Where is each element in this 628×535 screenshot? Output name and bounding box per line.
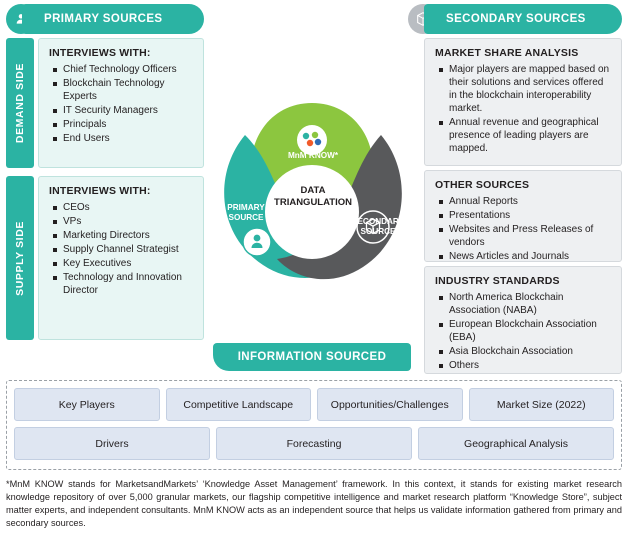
- chip-drivers[interactable]: Drivers: [14, 427, 210, 460]
- chip-key-players[interactable]: Key Players: [14, 388, 160, 421]
- supply-interviews-panel: [38, 176, 204, 340]
- chip-row-2: [14, 427, 614, 460]
- list-item: VPs: [63, 215, 193, 228]
- supply-side-text: SUPPLY SIDE: [14, 220, 26, 296]
- information-sourced-label: INFORMATION SOURCED: [237, 351, 387, 363]
- list-item: IT Security Managers: [63, 104, 193, 117]
- list-item: Presentations: [449, 209, 611, 222]
- market-share-title: MARKET SHARE ANALYSIS: [435, 47, 579, 59]
- supply-side-label: [6, 176, 34, 340]
- list-item: CEOs: [63, 201, 193, 214]
- industry-standards-list: [435, 291, 611, 372]
- demand-interviews-panel: [38, 38, 204, 168]
- other-sources-title: OTHER SOURCES: [435, 179, 530, 191]
- other-sources-panel: [424, 170, 622, 262]
- list-item: Key Executives: [63, 257, 193, 270]
- industry-standards-panel: [424, 266, 622, 374]
- chip-competitive-landscape[interactable]: Competitive Landscape: [166, 388, 312, 421]
- list-item: Annual Reports: [449, 195, 611, 208]
- demand-side-text: DEMAND SIDE: [14, 62, 26, 144]
- information-sourced-chip-group: [6, 380, 622, 470]
- venn-center-label: DATA TRIANGULATION: [274, 185, 352, 208]
- list-item: End Users: [63, 132, 193, 145]
- demand-side-label: [6, 38, 34, 168]
- data-triangulation-venn: [205, 95, 420, 295]
- list-item: Principals: [63, 118, 193, 131]
- secondary-sources-header: [424, 4, 622, 34]
- demand-panel-list: [49, 63, 193, 145]
- industry-standards-title: INDUSTRY STANDARDS: [435, 275, 560, 287]
- chip-market-size[interactable]: Market Size (2022): [469, 388, 615, 421]
- list-item: Chief Technology Officers: [63, 63, 193, 76]
- demand-panel-title: INTERVIEWS WITH:: [49, 47, 151, 59]
- market-share-analysis-panel: [424, 38, 622, 166]
- venn-primary-source-label: PRIMARY SOURCE: [227, 203, 265, 222]
- list-item: Annual revenue and geographical presence of leading players are mapped.: [449, 116, 611, 155]
- footnote-text: *MnM KNOW stands for MarketsandMarkets’ ‘Knowledge Asset Management’ framework. In this context, it stands for existing market research knowledge repository of over 5,000 granular markets, our flagship competitive intelligence and market research platform “Knowledge Store”, subject matter experts, and independent consultants. MnM KNOW acts as an independent source that helps us validate information gathered from primary and secondary sources.: [6, 479, 622, 528]
- list-item: Major players are mapped based on their solutions and services offered in the blockchain interoperability market.: [449, 64, 610, 114]
- market-share-list: [435, 63, 611, 155]
- list-item: Asia Blockchain Association: [449, 345, 611, 358]
- other-sources-list: [435, 195, 611, 263]
- venn-mnm-know-label: MnM KNOW*: [287, 151, 339, 160]
- supply-panel-title: INTERVIEWS WITH:: [49, 185, 151, 197]
- chip-geographical-analysis[interactable]: Geographical Analysis: [418, 427, 614, 460]
- list-item: News Articles and Journals: [449, 250, 611, 263]
- chip-forecasting[interactable]: Forecasting: [216, 427, 412, 460]
- list-item: Websites and Press Releases of vendors: [449, 223, 611, 249]
- supply-panel-list: [49, 201, 193, 297]
- chip-row-1: [14, 388, 614, 421]
- list-item: Marketing Directors: [63, 229, 193, 242]
- list-item: Technology and Innovation Director: [63, 271, 193, 297]
- information-sourced-banner: [213, 343, 411, 371]
- primary-sources-label: PRIMARY SOURCES: [44, 13, 163, 25]
- chip-opportunities-challenges[interactable]: Opportunities/Challenges: [317, 388, 463, 421]
- list-item: Blockchain Technology Experts: [63, 77, 193, 103]
- list-item: European Blockchain Association (EBA): [449, 318, 611, 344]
- secondary-sources-label: SECONDARY SOURCES: [446, 13, 586, 25]
- list-item: North America Blockchain Association (NABA): [449, 291, 611, 317]
- venn-secondary-source-label: SECONDARY SOURCE: [351, 217, 404, 236]
- list-item: Others: [449, 359, 611, 372]
- primary-sources-header: [22, 4, 204, 34]
- list-item: Supply Channel Strategist: [63, 243, 193, 256]
